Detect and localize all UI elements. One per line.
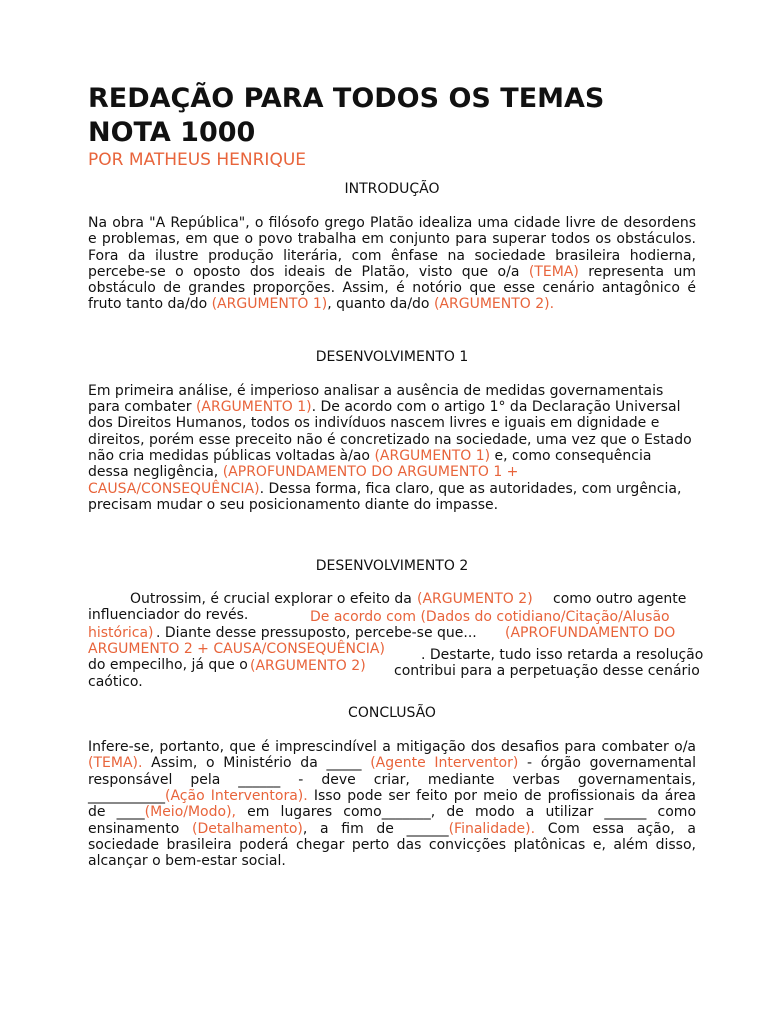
conclusion-placeholder-acao: (Ação Interventora).: [165, 788, 308, 805]
intro-placeholder-arg2: (ARGUMENTO 2).: [433, 296, 555, 313]
conclusion-text-7: Com essa ação, a sociedade brasileira poderá chegar perto das convicções platônicas e, além disso, alcançar o bem-estar social.: [88, 820, 696, 870]
dev2-text-1: Outrossim, é crucial explorar o efeito da: [130, 591, 412, 608]
conclusion-text-1: Infere-se, portanto, que é imprescindível a mitigação dos desafios para combater o/a: [88, 739, 696, 756]
intro-placeholder-arg1: (ARGUMENTO 1): [211, 296, 328, 313]
intro-text-1: Na obra "A República", o filósofo grego Platão idealiza uma cidade livre de desordens e problemas, em que o povo trabalha em conjunto para superar todos os obstáculos. Fora da ilustre produção literária, com ênfase na sociedade brasileira hodierna, percebe-se o oposto dos ideais de Platão, visto que o/a: [88, 215, 696, 280]
dev2-placeholder-aprofundamento: (APROFUNDAMENTO DO: [505, 625, 676, 642]
conclusion-text-4: Isso pode ser feito por meio de profissionais da área de ____: [88, 788, 696, 821]
dev2-heading: DESENVOLVIMENTO 2: [315, 558, 469, 575]
conclusion-text-2: Assim, o Ministério da _____: [142, 755, 371, 772]
title-line-2: NOTA 1000: [88, 117, 256, 148]
dev2-placeholder-arg2-b: (ARGUMENTO 2): [250, 658, 366, 675]
conclusion-text-3: - órgão governamental responsável pela ______ - deve criar, mediante verbas governamentais, ___________: [88, 755, 697, 805]
dev2-placeholder-aprofundamento-b: ARGUMENTO 2 + CAUSA/CONSEQUÊNCIA): [88, 641, 385, 658]
dev1-text-3: e, como consequência dessa negligência,: [88, 447, 652, 481]
dev1-text-1: Em primeira análise, é imperioso analisar a ausência de medidas governamentais para combater: [88, 382, 664, 416]
dev1-placeholder-arg1: (ARGUMENTO 1): [195, 399, 312, 416]
dev2-text-3: influenciador do revés.: [88, 607, 249, 624]
dev2-paragraph: [88, 591, 704, 711]
dev1-paragraph: [88, 383, 696, 513]
intro-text-2: representa um obstáculo de grandes proporções. Assim, é notório que esse cenário antagônico é fruto tanto da/do: [88, 263, 696, 313]
conclusion-placeholder-tema: (TEMA).: [88, 755, 143, 772]
document-page: [88, 82, 704, 870]
conclusion-heading: CONCLUSÃO: [348, 705, 436, 722]
dev1-text-2: . De acordo com o artigo 1° da Declaração Universal dos Direitos Humanos, todos os indivíduos nascem livres e iguais em dignidade e direitos, porém esse preceito não é concretizado na sociedade, uma vez que o Estado não cria medidas públicas voltadas à/ao: [88, 399, 692, 464]
dev1-placeholder-arg1-b: (ARGUMENTO 1): [374, 447, 491, 464]
author-line: POR MATHEUS HENRIQUE: [88, 150, 307, 170]
dev2-text-2: como outro agente: [553, 591, 687, 608]
dev2-text-7: contribui para a perpetuação desse cenário: [394, 663, 700, 680]
dev2-placeholder-dados-b: histórica): [88, 625, 154, 642]
conclusion-text-5: em lugares como_______, de modo a utilizar ______ como ensinamento: [88, 804, 697, 837]
intro-heading: INTRODUÇÃO: [344, 181, 440, 197]
conclusion-placeholder-meio: (Meio/Modo),: [144, 804, 236, 821]
title-line-1: REDAÇÃO PARA TODOS OS TEMAS: [88, 83, 605, 114]
conclusion-text-6: , a fim de ______: [302, 820, 449, 837]
intro-paragraph: [88, 215, 696, 313]
dev2-text-8: caótico.: [88, 674, 143, 691]
intro-text-3: , quanto da/do: [327, 296, 434, 313]
conclusion-placeholder-detalhamento: (Detalhamento): [191, 820, 303, 837]
dev1-placeholder-aprofundamento: (APROFUNDAMENTO DO ARGUMENTO 1 + CAUSA/CONSEQUÊNCIA): [88, 464, 519, 497]
dev2-text-6: do empecilho, já que o: [88, 657, 248, 674]
dev2-placeholder-arg2: (ARGUMENTO 2): [417, 591, 533, 608]
conclusion-placeholder-agente: (Agente Interventor): [370, 755, 519, 772]
dev1-heading: DESENVOLVIMENTO 1: [315, 348, 469, 365]
dev2-placeholder-dados: De acordo com (Dados do cotidiano/Citação/Alusão: [310, 609, 670, 626]
page-title: [88, 82, 696, 150]
dev2-text-5: . Destarte, tudo isso retarda a resolução: [421, 647, 704, 664]
conclusion-placeholder-finalidade: (Finalidade).: [448, 820, 536, 837]
dev2-text-4: . Diante desse pressuposto, percebe-se que...: [156, 625, 477, 642]
intro-placeholder-tema: (TEMA): [528, 263, 579, 280]
dev1-text-4: . Dessa forma, fica claro, que as autoridades, com urgência, precisam mudar o seu posicionamento diante do impasse.: [88, 480, 682, 513]
conclusion-paragraph: [88, 739, 696, 869]
